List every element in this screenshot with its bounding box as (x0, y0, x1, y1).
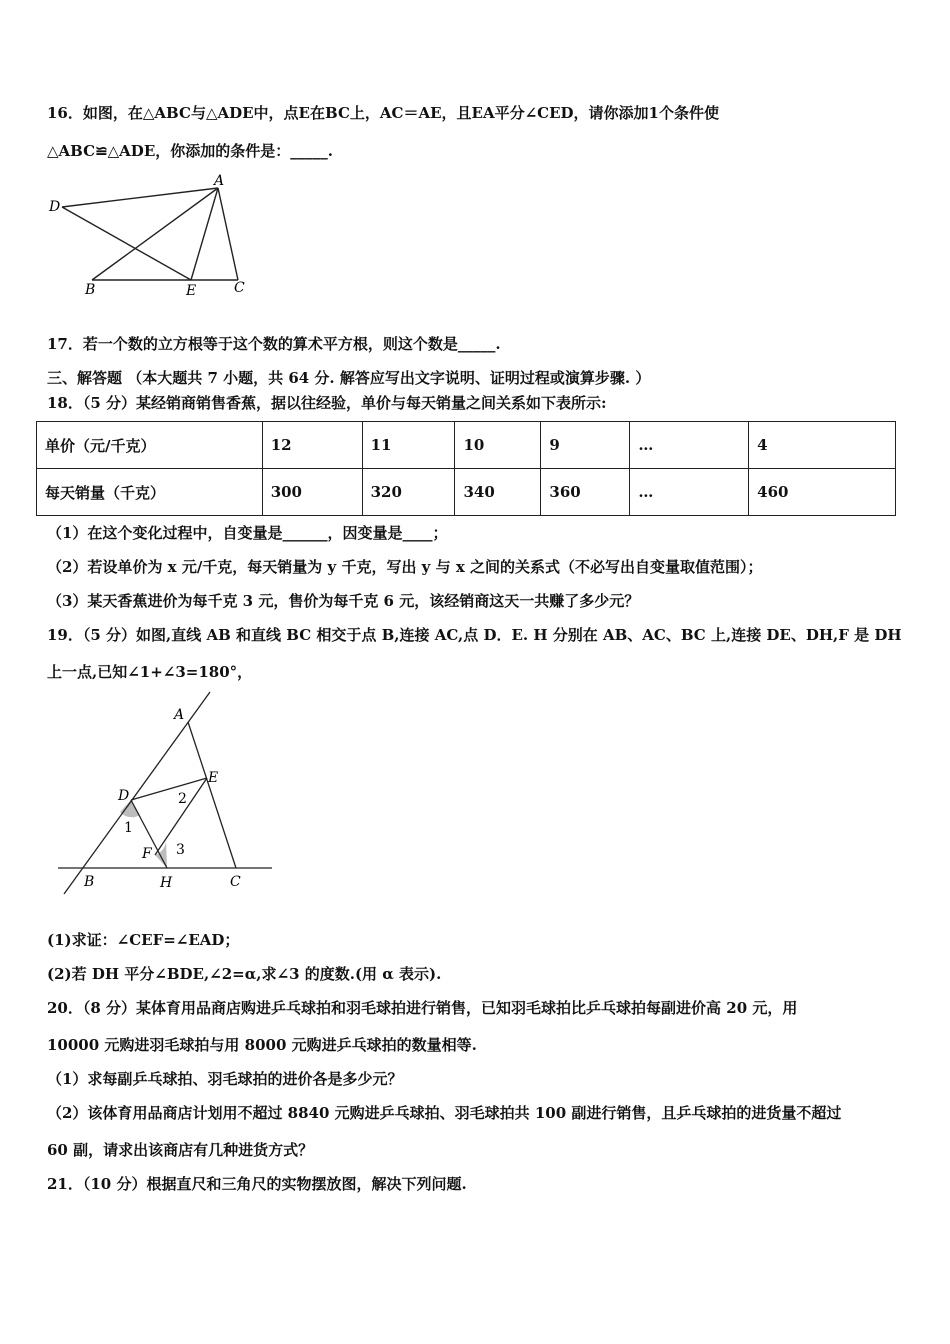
table-cell: 单价（元/千克） (37, 422, 263, 469)
q16-text-line1: 16．如图，在△ABC与△ADE中，点E在BC上，AC＝AE，且EA平分∠CED，请你添加1个条件使 (47, 104, 719, 122)
table-cell: … (630, 469, 749, 516)
q19-label-a: A (174, 707, 185, 723)
q16-label-e: E (186, 283, 197, 299)
q19-sub1: (1)求证：∠CEF=∠EAD； (47, 931, 240, 949)
table-cell: 300 (262, 469, 362, 516)
q20-text-line2: 10000 元购进羽毛球拍与用 8000 元购进乒乓球拍的数量相等. (47, 1036, 477, 1054)
section-heading: 三、解答题 （本大题共 7 小题，共 64 分. 解答应写出文字说明、证明过程或演算步骤. ） (47, 369, 651, 387)
table-cell: 360 (541, 469, 630, 516)
q16-label-b: B (85, 282, 96, 298)
q19-label-1: 1 (124, 820, 133, 836)
q18-sub2: （2）若设单价为 x 元/千克，每天销量为 y 千克，写出 y 与 x 之间的关系式（不必写出自变量取值范围）； (47, 558, 763, 576)
q16-text-line2: △ABC≌△ADE，你添加的条件是：_____. (47, 142, 333, 160)
q16-figure (40, 170, 260, 300)
q18-sub1: （1）在这个变化过程中，自变量是______，因变量是____； (47, 524, 448, 542)
q19-label-e: E (208, 770, 219, 786)
q19-label-2: 2 (178, 791, 187, 807)
q19-label-h: H (160, 875, 173, 891)
table-cell: 12 (262, 422, 362, 469)
q19-figure (50, 690, 290, 900)
q16-segment-ae (191, 188, 218, 280)
q18-sub3: （3）某天香蕉进价为每千克 3 元，售价为每千克 6 元，该经销商这天一共赚了多少元？ (47, 592, 640, 610)
q19-label-b: B (84, 874, 95, 890)
q20-sub2-line2: 60 副，请求出该商店有几种进货方式？ (47, 1141, 314, 1159)
q19-label-c: C (230, 874, 241, 890)
table-cell: 10 (455, 422, 541, 469)
q16-segment-ac (218, 188, 238, 280)
table-cell: 320 (362, 469, 455, 516)
q16-label-c: C (234, 280, 245, 296)
q16-label-d: D (49, 199, 61, 215)
q19-text-line2: 上一点,已知∠1+∠3=180°， (47, 663, 253, 681)
table-cell: … (630, 422, 749, 469)
q16-label-a: A (214, 173, 225, 189)
q18-intro: 18．（5 分）某经销商销售香蕉，据以往经验，单价与每天销量之间关系如下表所示: (47, 394, 607, 412)
q20-sub2-line1: （2）该体育用品商店计划用不超过 8840 元购进乒乓球拍、羽毛球拍共 100 副进行销售，且乒乓球拍的进货量不超过 (47, 1104, 842, 1122)
table-row (37, 422, 896, 469)
q19-sub2: (2)若 DH 平分∠BDE,∠2=α,求∠3 的度数.(用 α 表示). (47, 965, 442, 983)
q16-segment-de (62, 207, 191, 280)
table-cell: 4 (749, 422, 896, 469)
q19-label-3: 3 (176, 842, 185, 858)
table-cell: 9 (541, 422, 630, 469)
q20-text-line1: 20．（8 分）某体育用品商店购进乒乓球拍和羽毛球拍进行销售，已知羽毛球拍比乒乓球拍每副进价高 20 元，用 (47, 999, 798, 1017)
q19-text-line1: 19．（5 分）如图,直线 AB 和直线 BC 相交于点 B,连接 AC,点 D．E. H 分别在 AB、AC、BC 上,连接 DE、DH,F 是 DH (47, 626, 902, 644)
q21-text: 21．（10 分）根据直尺和三角尺的实物摆放图，解决下列问题. (47, 1175, 467, 1193)
table-cell: 340 (455, 469, 541, 516)
q16-segment-da (62, 188, 218, 207)
q20-sub1: （1）求每副乒乓球拍、羽毛球拍的进价各是多少元？ (47, 1070, 403, 1088)
q19-label-f: F (142, 846, 152, 862)
q18-table (36, 421, 896, 516)
q19-label-d: D (118, 788, 130, 804)
table-row (37, 469, 896, 516)
q19-segment-de (131, 778, 207, 800)
table-cell: 460 (749, 469, 896, 516)
table-cell: 每天销量（千克） (37, 469, 263, 516)
table-cell: 11 (362, 422, 455, 469)
q17-text: 17．若一个数的立方根等于这个数的算术平方根，则这个数是_____. (47, 335, 501, 353)
